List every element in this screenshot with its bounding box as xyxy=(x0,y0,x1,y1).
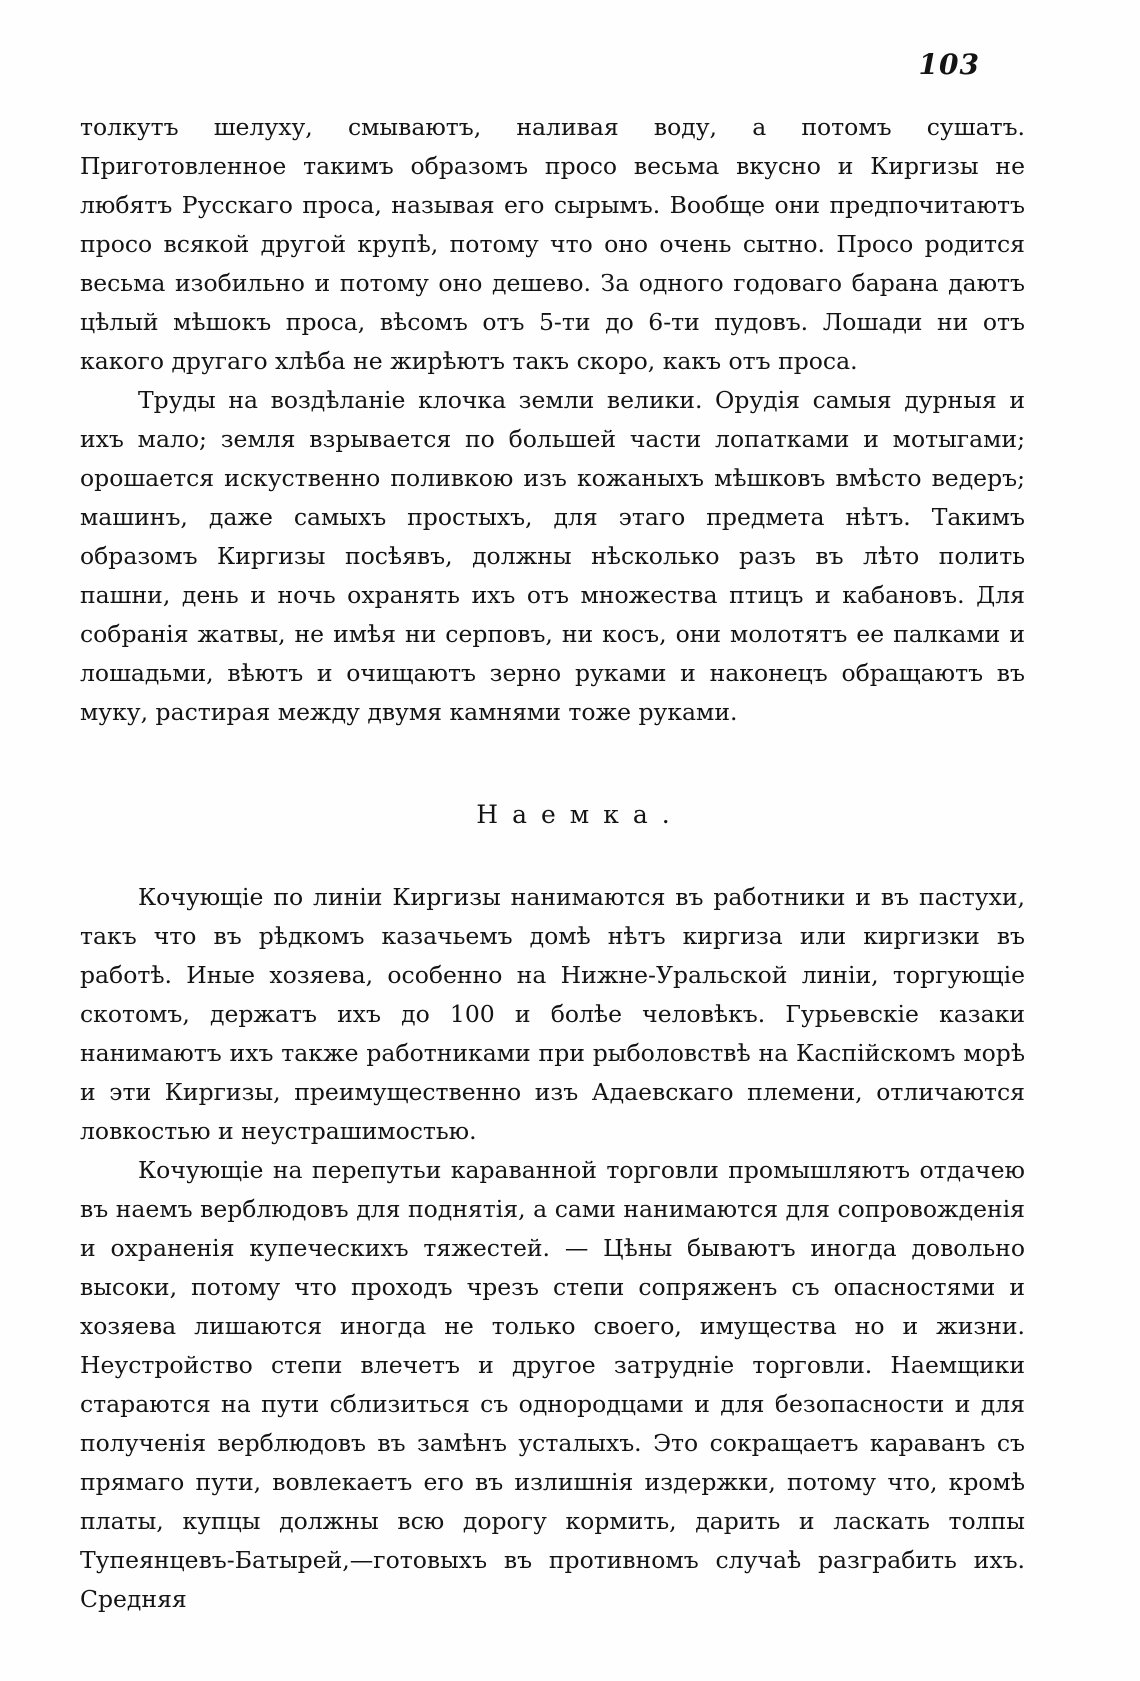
text-block-bottom xyxy=(80,878,1025,1619)
paragraph-farming-labor: Труды на воздѣланіе клочка земли велики. Орудія самыя дурныя и ихъ мало; земля взрывается по большей части лопатками и мотыгами; орошается искуственно поливкою изъ кожаныхъ мѣшковъ вмѣсто ведеръ; машинъ, даже самыхъ простыхъ, для этаго предмета нѣтъ. Такимъ образомъ Киргизы посѣявъ, должны нѣсколько разъ въ лѣто полить пашни, день и ночь охранять ихъ отъ множества птицъ и кабановъ. Для собранія жатвы, не имѣя ни серповъ, ни косъ, они молотятъ ее палками и лошадьми, вѣютъ и очищаютъ зерно руками и наконецъ обращаютъ въ муку, растирая между двумя камнями тоже руками. xyxy=(80,386,1025,726)
text-block-top xyxy=(80,108,1025,732)
paragraph-millet-preparation: толкутъ шелуху, смываютъ, наливая воду, а потомъ сушатъ. Приготовленное такимъ образомъ просо весьма вкусно и Киргизы не любятъ Русскаго проса, называя его сырымъ. Вообще они предпочитаютъ просо всякой другой крупѣ, потому что оно очень сытно. Просо родится весьма изобильно и потому оно дешево. За одного годоваго барана даютъ цѣлый мѣшокъ проса, вѣсомъ отъ 5-ти до 6-ти пудовъ. Лошади ни отъ какого другаго хлѣба не жирѣютъ такъ скоро, какъ отъ проса. xyxy=(80,113,1025,375)
paragraph-hired-workers: Кочующіе по линіи Киргизы нанимаются въ работники и въ пастухи, такъ что въ рѣдкомъ казачьемъ домѣ нѣтъ киргиза или киргизки въ работѣ. Иные хозяева, особенно на Нижне-Уральской линіи, торгующіе скотомъ, держатъ ихъ до 100 и болѣе человѣкъ. Гурьевскіе казаки нанимаютъ ихъ также работниками при рыболовствѣ на Каспійскомъ морѣ и эти Киргизы, преимущественно изъ Адаевскаго племени, отличаются ловкостью и неустрашимостью. xyxy=(80,883,1025,1145)
page-number: 103 xyxy=(918,48,980,81)
section-heading: Наемка. xyxy=(476,800,684,829)
paragraph-caravan-trade: Кочующіе на перепутьи караванной торговли промышляютъ отдачею въ наемъ верблюдовъ для поднятія, а сами нанимаются для сопровожденія и охраненія купеческихъ тяжестей. — Цѣны бываютъ иногда довольно высоки, потому что проходъ чрезъ степи сопряженъ съ опасностями и хозяева лишаются иногда не только своего, имущества но и жизни. Неустройство степи влечетъ и другое затрудніе торговли. Наемщики стараются на пути сблизиться съ однородцами и для безопасности и для полученія верблюдовъ въ замѣнъ усталыхъ. Это сокращаетъ караванъ съ прямаго пути, вовлекаетъ его въ излишнія издержки, потому что, кромѣ платы, купцы должны всю дорогу кормить, дарить и ласкать толпы Тупеянцевъ-Батырей,—готовыхъ въ противномъ случаѣ разграбить ихъ. Средняя xyxy=(80,1156,1025,1613)
